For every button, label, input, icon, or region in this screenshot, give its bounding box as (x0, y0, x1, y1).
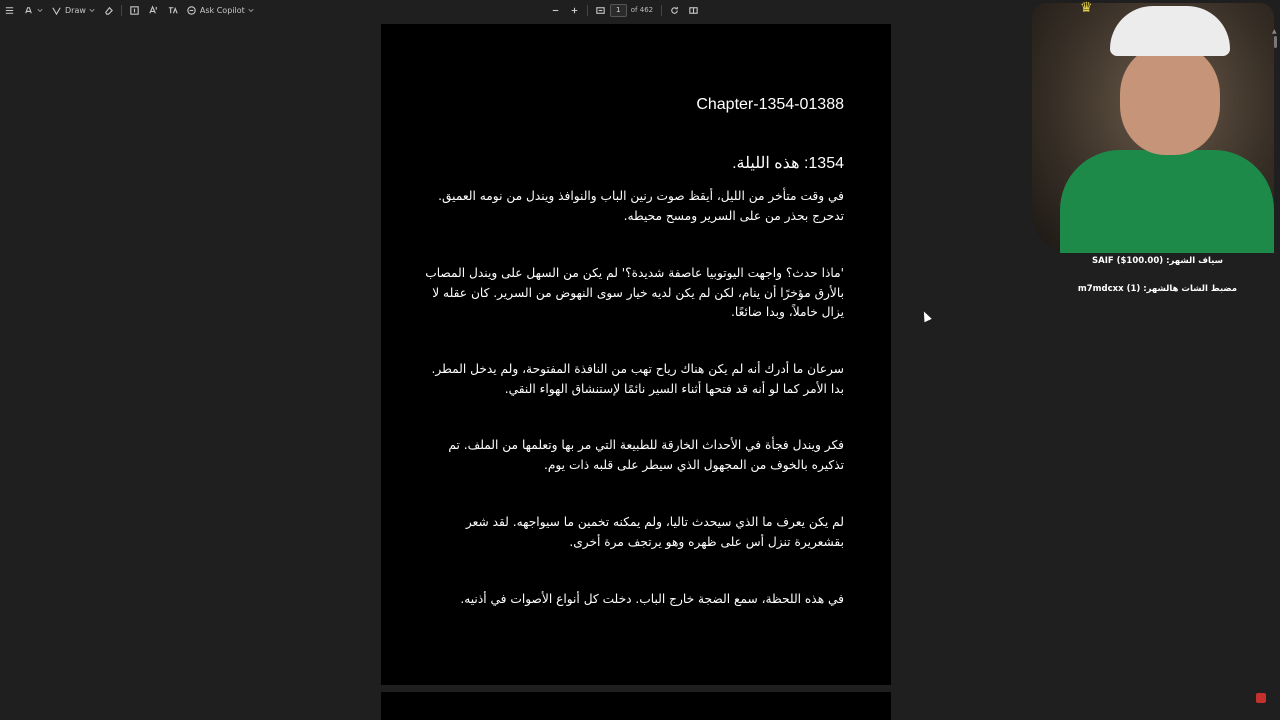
paragraph: فكر ويندل فجأة في الأحداث الخارقة للطبيعة التي مر بها وتعلمها من الملف. تم تذكيره بالخوف من المجهول الذي سيطر على قلبه ذات يوم. (448, 438, 844, 472)
draw-label: Draw (65, 5, 86, 15)
text-box-icon (129, 5, 140, 16)
chapter-title: Chapter-1354-01388 (696, 96, 844, 113)
toolbar-divider (121, 5, 122, 16)
paragraph: لم يكن يعرف ما الذي سيحدث تاليا، ولم يمكنه تخمين ما سيواجهه. لقد شعر بقشعريرة تنزل أس على ظهره وهو يرتجف مرة أخرى. (465, 515, 844, 549)
text-box-button[interactable] (125, 2, 144, 18)
minus-icon (550, 5, 561, 16)
highlight-button[interactable] (19, 2, 47, 18)
ask-copilot-button[interactable] (182, 2, 258, 18)
read-aloud-icon (148, 5, 159, 16)
chapter-subtitle: 1354: هذه الليلة. (732, 155, 844, 172)
list-icon (4, 5, 15, 16)
copilot-icon (186, 5, 197, 16)
plus-icon (569, 5, 580, 16)
webcam-cap (1110, 6, 1230, 56)
page-number-input[interactable] (610, 4, 627, 17)
fit-page-icon (595, 5, 606, 16)
eraser-icon (103, 5, 114, 16)
webcam-face (1120, 45, 1220, 155)
rotate-icon (669, 5, 680, 16)
zoom-in-button[interactable] (565, 2, 584, 18)
page-view-button[interactable] (684, 2, 703, 18)
page-total: of 462 (630, 6, 654, 14)
chevron-down-icon (89, 7, 95, 13)
paragraph: سرعان ما أدرك أنه لم يكن هناك رياح تهب من النافذة المفتوحة، ولم يدخل المطر. بدا الأمر كما لو أنه قد فتحها أثناء السير نائمًا لإستنشاق الهواء النقي. (431, 362, 844, 396)
toolbar-divider (661, 5, 662, 16)
translate-button[interactable] (163, 2, 182, 18)
paragraph: في هذه اللحظة، سمع الضجة خارج الباب. دخلت كل أنواع الأصوات في أذنيه. (460, 592, 844, 606)
contents-button[interactable] (0, 2, 19, 18)
highlighter-icon (23, 5, 34, 16)
erase-button[interactable] (99, 2, 118, 18)
scrollbar-thumb[interactable] (1274, 36, 1277, 48)
read-aloud-button[interactable] (144, 2, 163, 18)
paragraph: 'ماذا حدث؟ واجهت اليوتوبيا عاصفة شديدة؟' لم يكن من السهل على ويندل المصاب بالأرق مؤخرًا أن ينام، لكن لم يكن لديه خيار سوى النهوض من السرير. كان عقله لا يزال خاملاً، وبدا ضائعًا. (425, 266, 844, 319)
crown-icon: ♛ (1080, 0, 1093, 16)
document-page-next (381, 692, 891, 720)
toolbar-divider (587, 5, 588, 16)
draw-button[interactable] (47, 2, 99, 18)
rotate-button[interactable] (665, 2, 684, 18)
webcam-shirt (1060, 150, 1274, 253)
stream-overlay-text (1040, 254, 1275, 296)
document-page (381, 24, 891, 685)
pdf-toolbar (0, 0, 1030, 20)
translate-icon (167, 5, 178, 16)
chevron-down-icon (248, 7, 254, 13)
ask-copilot-label: Ask Copilot (199, 5, 245, 15)
chevron-down-icon (37, 7, 43, 13)
paragraph: في وقت متأخر من الليل، أيقظ صوت رنين الباب والنوافذ ويندل من نومه العميق. تدحرج بحذر من على السرير ومسح محيطه. (438, 189, 844, 223)
overlay-top-donor: SAIF ($100.00) :سياف الشهر (1092, 256, 1223, 266)
overlay-top-chatter: m7mdcxx (1) :مضبط الشات هالشهر (1077, 284, 1238, 294)
book-view-icon (688, 5, 699, 16)
pdf-icon (1256, 693, 1266, 703)
zoom-out-button[interactable] (546, 2, 565, 18)
scroll-up-icon[interactable]: ▲ (1272, 28, 1277, 35)
fit-page-button[interactable] (591, 2, 610, 18)
pen-icon (51, 5, 62, 16)
mouse-cursor-icon (920, 310, 931, 322)
